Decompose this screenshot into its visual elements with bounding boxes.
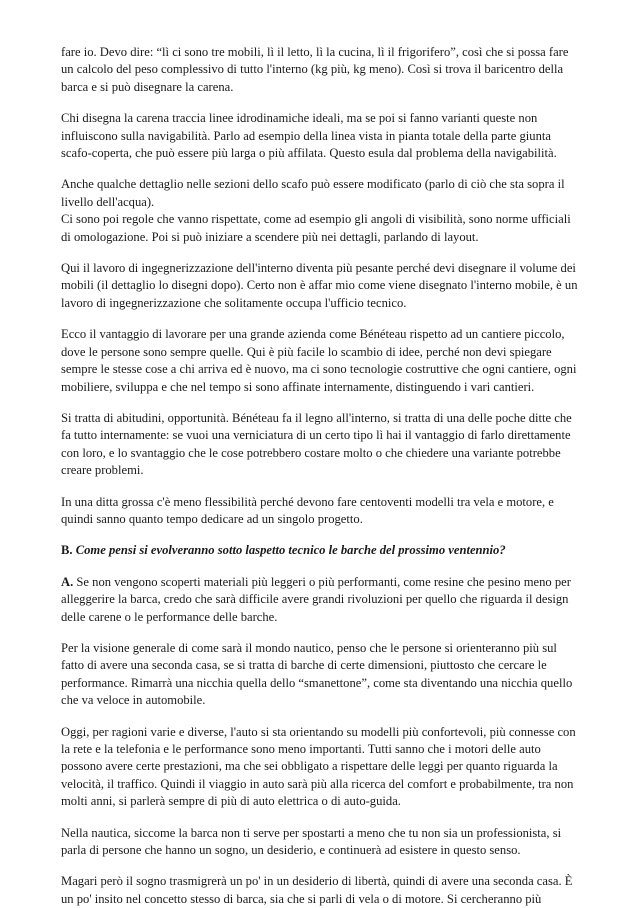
paragraph-9: Per la visione generale di come sarà il mondo nautico, penso che le persone si orienteranno più sul fatto di avere una seconda casa, se si tratta di barche di certe dimensioni, piuttosto che cercare le performance. Rimarrà una nicchia quella dello “smanettone”, come sta diventando una nicchia quello che va veloce in automobile.	[61, 640, 573, 708]
interview-question	[61, 542, 581, 559]
paragraph-2: Chi disegna la carena traccia linee idrodinamiche ideali, ma se poi si fanno varianti queste non influiscono sulla navigabilità. Parlo ad esempio della linea vista in pianta totale della parte giunta scafo-coperta, che può essere più larga o più affilata. Questo esula dal problema della navigabilità.	[61, 111, 557, 161]
paragraph-3: Anche qualche dettaglio nelle sezioni dello scafo può essere modificato (parlo di ciò che sta sopra il livello dell'acqua).	[61, 177, 565, 209]
question-text: Come pensi si evolveranno sotto laspetto tecnico le barche del prossimo ventennio?	[75, 543, 506, 558]
paragraph-11: Nella nautica, siccome la barca non ti serve per spostarti a meno che tu non sia un professionista, si parla di persone che hanno un sogno, un desiderio, e continuerà ad esistere in questo senso.	[61, 825, 562, 858]
answer-text: Se non vengono scoperti materiali più leggeri o più performanti, come resine che pesino meno per alleggerire la barca, credo che sarà difficile avere grandi rivoluzioni per quello che riguarda il design delle carene o le performance delle barche.	[61, 574, 571, 624]
paragraph-1: fare io. Devo dire: “lì ci sono tre mobili, lì il letto, lì la cucina, lì il frigorifero”, così che si possa fare un calcolo del peso complessivo di tutto l'interno (kg più, kg meno). Così si trova il baricentro della barca e si può disegnare la carena.	[61, 45, 569, 94]
paragraph-7: Si tratta di abitudini, opportunità. Bénéteau fa il legno all'interno, si tratta di una delle poche ditte che fa tutto internamente: se vuoi una verniciatura di un certo tipo lì hai il vantaggio di farlo direttamente con loro, e lo svantaggio che le cose potrebbero costare molto o che chiedere una variante potrebbe creare problemi.	[61, 410, 572, 478]
paragraph-8: In una ditta grossa c'è meno flessibilità perché devono fare centoventi modelli tra vela e motore, e quindi sanno quanto tempo dedicare ad un singolo progetto.	[61, 494, 554, 526]
paragraph-10: Oggi, per ragioni varie e diverse, l'auto si sta orientando su modelli più confortevoli, più connesse con la rete e la telefonia e le performance sono meno importanti. Tutti sanno che i motori delle auto possono avere certe prestazioni, ma che sei obbligato a rispettare delle leggi per quanto riguarda la velocità, il traffico. Quindi il viaggio in auto sarà più alla ricerca del comfort e probabilmente, tra non molti anni, si parlerà sempre di più di auto elettrica o di auto-guida.	[61, 724, 576, 809]
question-label: B.	[61, 543, 73, 558]
document-body	[61, 44, 581, 908]
paragraph-6: Ecco il vantaggio di lavorare per una grande azienda come Bénéteau rispetto ad un cantiere piccolo, dove le persone sono sempre quelle. Qui è più facile lo scambio di idee, perché non devi spiegare sempre le stesse cose a chi arriva ed è nuovo, ma ci sono tecnologie costruttive che ogni cantiere, ogni mobiliere, sviluppa e che nel tempo si sono affinate internamente, distinguendo i vari cantieri.	[61, 327, 577, 394]
interview-answer	[61, 574, 581, 626]
paragraph-5: Qui il lavoro di ingegnerizzazione dell'interno diventa più pesante perché devi disegnare il volume dei mobili (il dettaglio lo disegni dopo). Certo non è affar mio come viene disegnato l'interno mobile, è un lavoro di ingegnerizzazione che solitamente occupa l'ufficio tecnico.	[61, 261, 578, 310]
answer-label: A.	[61, 574, 74, 589]
paragraph-4: Ci sono poi regole che vanno rispettate, come ad esempio gli angoli di visibilità, sono norme ufficiali di omologazione. Poi si può iniziare a scendere più nei dettagli, parlando di layout.	[61, 212, 571, 244]
paragraph-12: Magari però il sogno trasmigrerà un po' in un desiderio di libertà, quindi di avere una seconda casa. È un po' insito nel concetto stesso di barca, sia che si parli di vela o di motore. Si cercheranno più	[61, 874, 573, 906]
